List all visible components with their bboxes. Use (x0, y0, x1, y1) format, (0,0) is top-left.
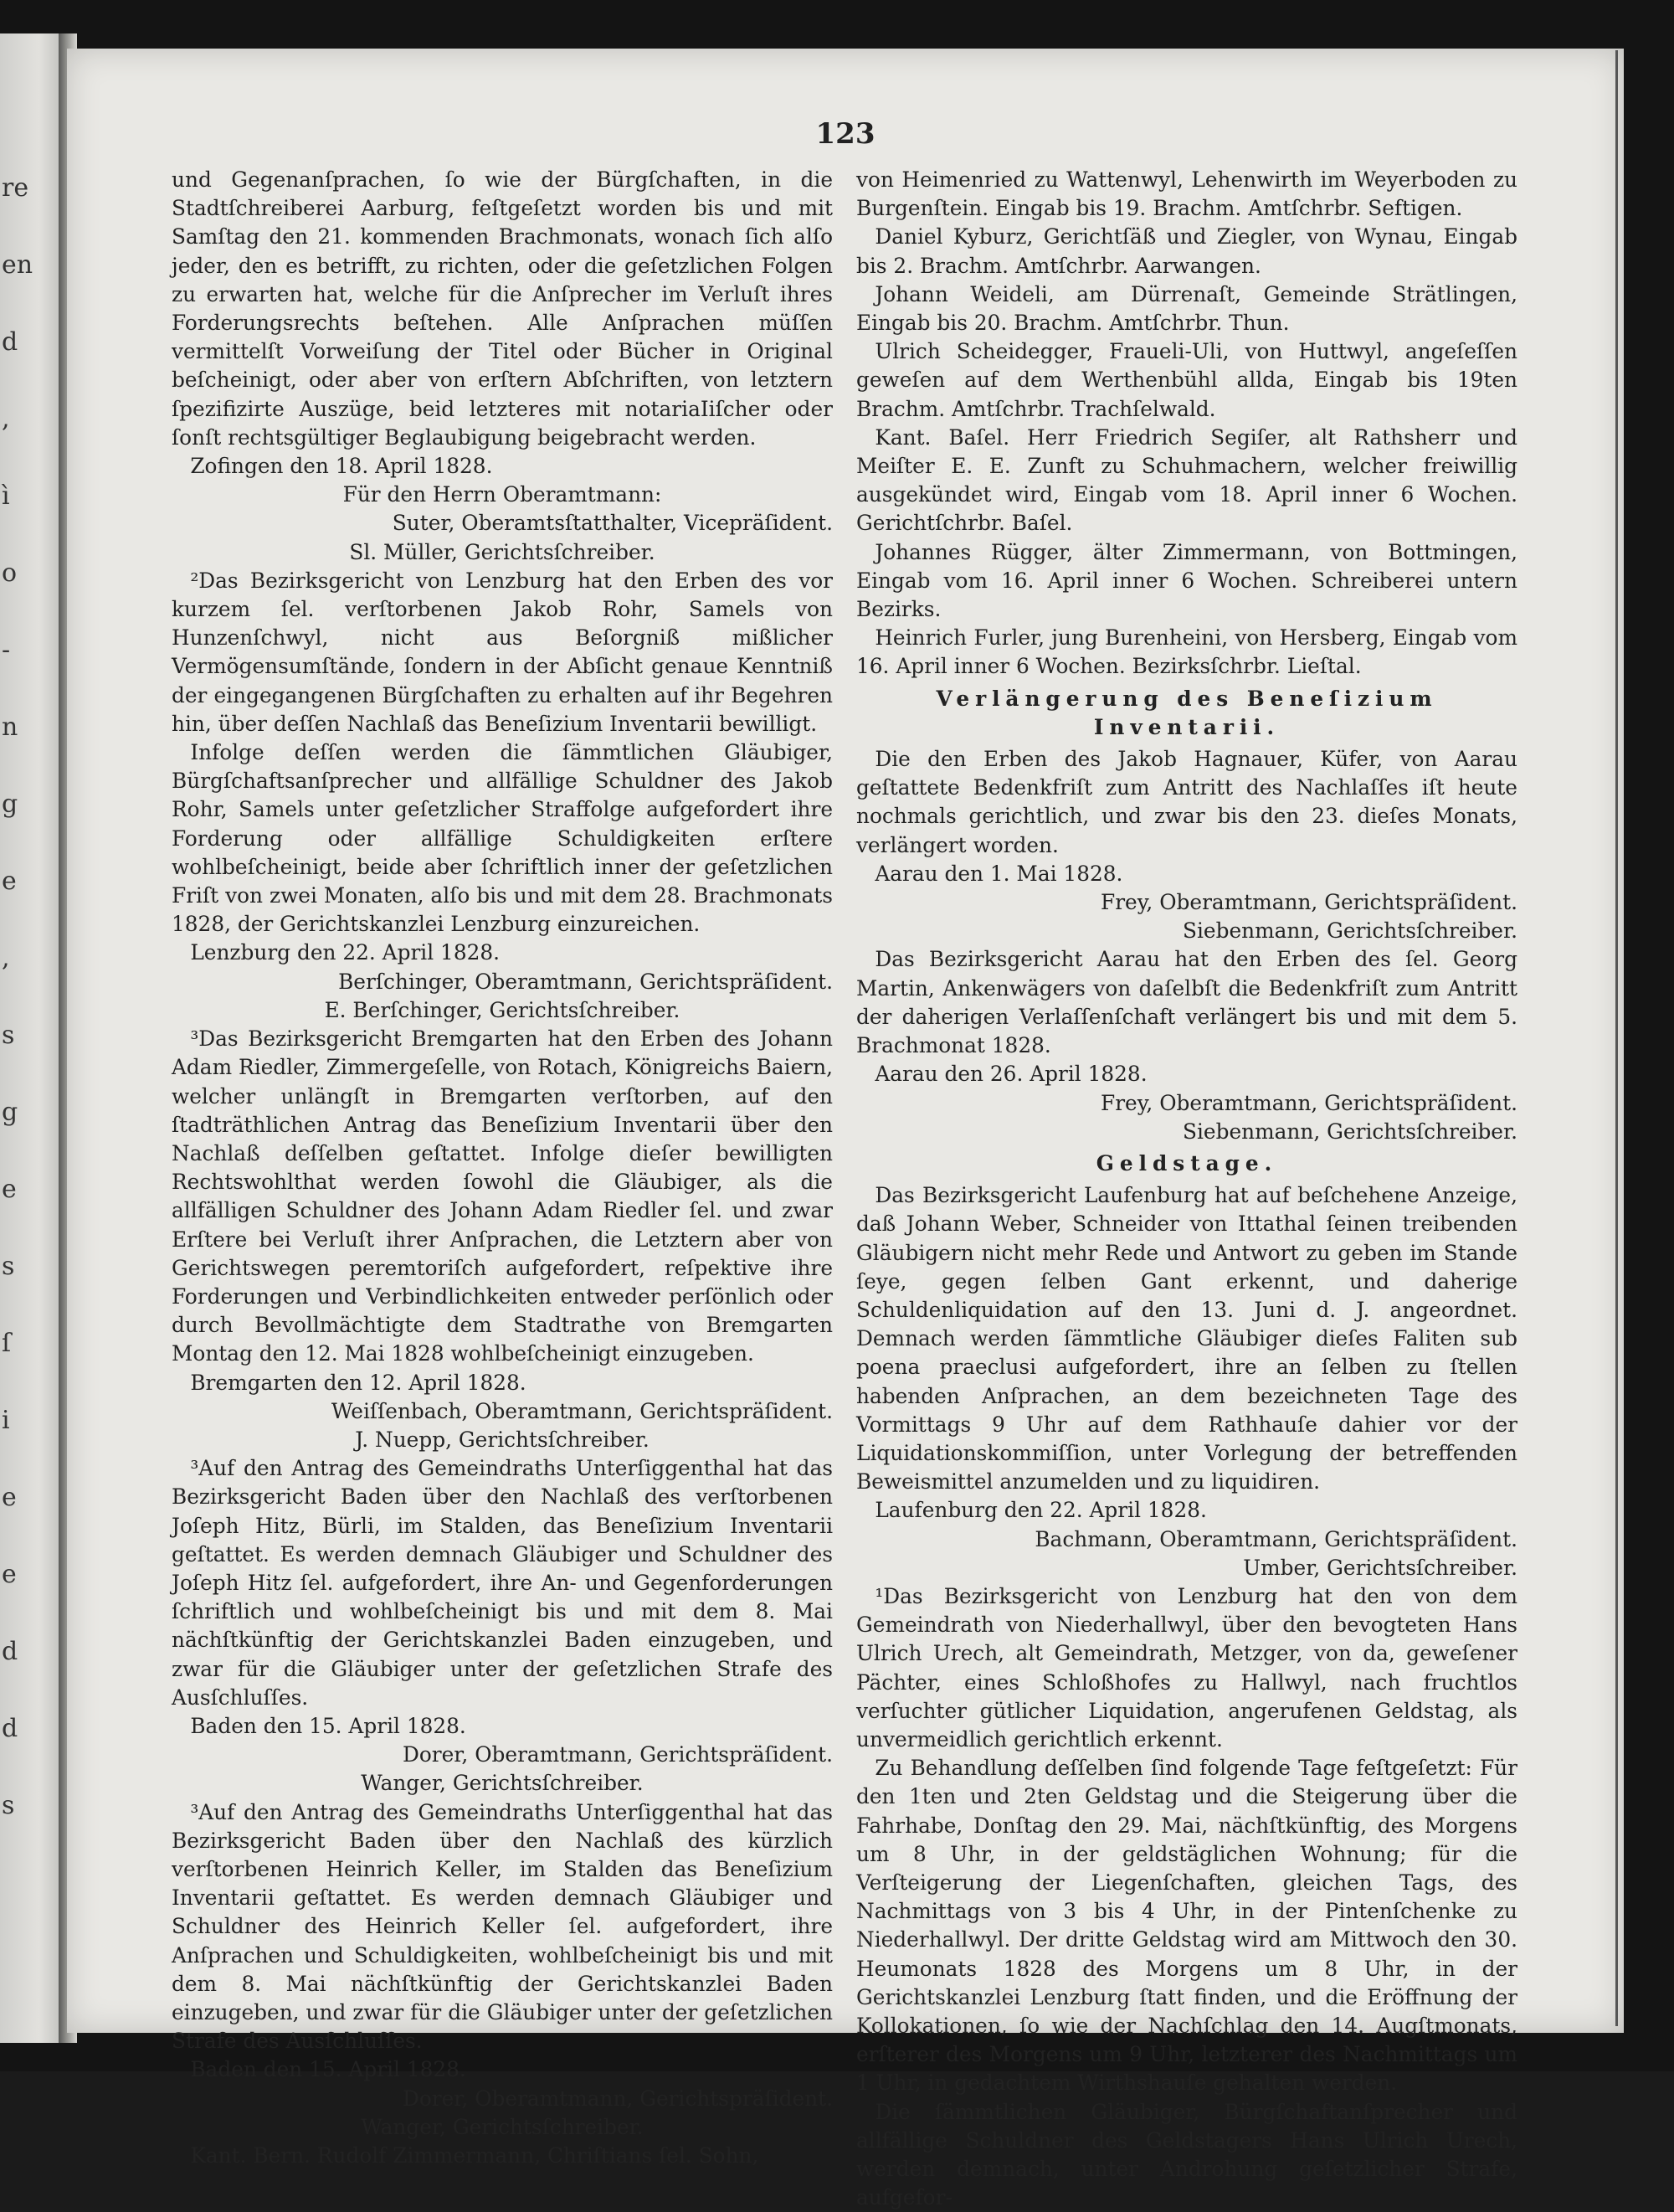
paragraph: Wanger, Gerichtsſchreiber. (361, 2114, 644, 2139)
previous-page-edge (0, 33, 65, 2043)
paragraph: Johannes Rügger, älter Zimmermann, von Bottmingen, Eingab vom 16. April inner 6 Wochen. Schreiberei untern Bezirks. (856, 539, 1517, 622)
edge-fragment: g (2, 790, 18, 819)
left-column (172, 166, 833, 2170)
paragraph: Bachmann, Oberamtmann, Gerichtspräſident. (1035, 1526, 1517, 1551)
paragraph: Berſchinger, Oberamtmann, Gerichtspräſident. (338, 969, 833, 994)
paragraph: Johann Weideli, am Dürrenaſt, Gemeinde Strätlingen, Eingab bis 20. Brachm. Amtſchrbr. Thun. (856, 281, 1517, 336)
edge-fragment: o (2, 558, 18, 588)
edge-fragment: s (2, 1252, 15, 1281)
paragraph: Daniel Kyburz, Gerichtſäß und Ziegler, von Wynau, Eingab bis 2. Brachm. Amtſchrbr. Aarwangen. (856, 224, 1517, 278)
paragraph: E. Berſchinger, Gerichtsſchreiber. (324, 997, 680, 1022)
paragraph: Ulrich Scheidegger, Fraueli-Uli, von Huttwyl, angeſeſſen geweſen auf dem Werthenbühl allda, Eingab bis 19ten Brachm. Amtſchrbr. Trachſelwald. (856, 339, 1517, 421)
paragraph: Laufenburg den 22. April 1828. (875, 1498, 1207, 1523)
paragraph: Infolge deſſen werden die ſämmtlichen Gläubiger, Bürgſchaftsanſprecher und allfällige Schuldner des Jakob Rohr, Samels unter geſetzlicher Straffolge aufgefordert ihre Forderung oder allfällige Schuldigkeiten erſtere wohlbeſcheinigt, beide aber ſchriftlich inner der geſetzlichen Friſt von zwei Monaten, alſo bis und mit dem 28. Brachmonats 1828, der Gerichtskanzlei Lenzburg einzureichen. (172, 740, 833, 937)
edge-fragment: en (2, 250, 33, 280)
paragraph: Siebenmann, Gerichtsſchreiber. (1183, 1119, 1517, 1144)
paragraph: Bremgarten den 12. April 1828. (190, 1370, 526, 1395)
page-number: 123 (815, 117, 876, 151)
paragraph: Kant. Bern. Rudolf Zimmermann, Chriſtians ſel. Sohn, (190, 2143, 759, 2168)
paragraph: Das Bezirksgericht Aarau hat den Erben des ſel. Georg Martin, Ankenwägers von daſelbſt die Bedenkfriſt zum Antritt der daherigen Verlaſſenſchaft verlängert bis und mit dem 5. Brachmonat 1828. (856, 947, 1517, 1058)
paragraph: Umber, Gerichtsſchreiber. (1243, 1555, 1517, 1580)
paragraph: Frey, Oberamtmann, Gerichtspräſident. (1100, 1090, 1517, 1115)
edge-fragment: , (2, 404, 10, 434)
newspaper-page (67, 49, 1624, 2210)
paragraph: Lenzburg den 22. April 1828. (190, 940, 501, 965)
edge-fragment: re (2, 173, 29, 203)
paragraph: Suter, Oberamtsſtatthalter, Vicepräſident. (392, 511, 833, 536)
paragraph: Dorer, Oberamtmann, Gerichtspräſident. (402, 2086, 833, 2111)
paragraph: Das Bezirksgericht Laufenburg hat auf beſchehene Anzeige, daß Johann Weber, Schneider von Ittathal ſeinen treibenden Gläubigern nicht mehr Rede und Antwort zu geben im Stande ſeye, gegen ſelben Gant erkennt, und daherige Schuldenliquidation auf den 13. Juni d. J. angeordnet. Demnach werden ſämmtliche Gläubiger dieſes Faliten sub poena praeclusi aufgefordert, ihre an ſelben zu ſtellen habenden Anſprachen, an dem bezeichneten Tage des Vormittags 9 Uhr auf dem Rathhauſe dahier vor der Liquidationskommiſſion, unter Vorlegung der betreffenden Beweismittel anzumelden und zu liquidiren. (856, 1183, 1517, 1494)
paragraph: Heinrich Furler, jung Burenheini, von Hersberg, Eingab vom 16. April inner 6 Wochen. Bezirksſchrbr. Lieſtal. (856, 625, 1517, 679)
right-column (856, 166, 1517, 2212)
edge-fragment: d (2, 327, 18, 357)
paragraph: Baden den 15. April 1828. (190, 1713, 466, 1738)
edge-fragment: ſ (2, 1329, 12, 1358)
edge-fragment: g (2, 1098, 18, 1127)
paragraph: Wanger, Gerichtsſchreiber. (361, 1771, 644, 1796)
edge-fragment: n (2, 712, 18, 742)
paragraph: Frey, Oberamtmann, Gerichtspräſident. (1100, 890, 1517, 915)
paragraph: Für den Herrn Oberamtmann: (342, 482, 662, 507)
paragraph: ²Das Bezirksgericht von Lenzburg hat den Erben des vor kurzem ſel. verſtorbenen Jakob Rohr, Samels von Hunzenſchwyl, nicht aus Beſorgniß mißlicher Vermögensumſtände, ſondern in der Abſicht genaue Kenntniß der eingegangenen Bürgſchaften zu erhalten auf ihr Begehren hin, über deſſen Nachlaß das Beneſizium Inventarii bewilligt. (172, 568, 833, 736)
paragraph: ¹Das Bezirksgericht von Lenzburg hat den von dem Gemeindrath von Niederhallwyl, über den bevogteten Hans Ulrich Urech, alt Gemeindrath, Metzger, von da, geweſener Pächter, eines Schloßhofes zu Hallwyl, nach fruchtlos verſuchter gütlicher Liquidation, angerufenen Geldstag, als unvermeidlich gerichtlich erkennt. (856, 1583, 1517, 1752)
edge-fragment: , (2, 944, 10, 973)
paragraph: Die ſämmtlichen Gläubiger, Bürgſchaftanſprecher und allfällige Schuldner des Geldstagers Hans Ulrich Urech, werden demnach, unter Androhung geſetzlicher Strafe, aufgefor- (856, 2099, 1517, 2210)
paragraph: Zofingen den 18. April 1828. (190, 454, 493, 479)
paragraph: Baden den 15. April 1828. (190, 2057, 466, 2082)
paragraph: Siebenmann, Gerichtsſchreiber. (1183, 918, 1517, 944)
paragraph: und Gegenanſprachen, ſo wie der Bürgſchaften, in die Stadtſchreiberei Aarburg, feſtgeſetzt worden bis und mit Samſtag den 21. kommenden Brachmonats, wonach ſich alſo jeder, den es betrifft, zu richten, oder die geſetzlichen Folgen zu erwarten hat, welche für die Anſprecher im Verluſt ihres Forderungsrechts beſtehen. Alle Anſprachen müſſen vermittelſt Vorweiſung der Titel oder Bücher in Original beſcheinigt, oder aber von erſtern Abſchriften, von letztern ſpezifizirte Auszüge, beid letzteres mit notariaIiſcher oder ſonſt rechtsgültiger Beglaubigung beigebracht werden. (172, 167, 833, 450)
edge-fragment: s (2, 1021, 15, 1050)
edge-fragment: e (2, 867, 17, 896)
paragraph: Zu Behandlung deſſelben ſind folgende Tage feſtgeſetzt: Für den 1ten und 2ten Geldstag und die Steigerung über die Fahrhabe, Donſtag den 29. Mai, nächſtkünftig, des Morgens um 8 Uhr, in der geldstäglichen Wohnung; für die Verſteigerung der Liegenſchaften, gleichen Tags, des Nachmittags von 3 bis 4 Uhr, in der Pintenſchenke zu Niederhallwyl. Der dritte Geldstag wird am Mittwoch den 30. Heumonats 1828 des Morgens um 8 Uhr, in der Gerichtskanzlei Lenzburg ſtatt finden, und die Eröffnung der Kollokationen, ſo wie der Nachſchlag den 14. Augſtmonats, erſterer des Morgens um 9 Uhr, letzterer des Nachmittags um 1 Uhr, in gedachtem Wirthshauſe gehalten werden. (856, 1756, 1517, 2096)
paragraph: Sl. Müller, Gerichtsſchreiber. (349, 539, 655, 564)
paragraph: von Heimenried zu Wattenwyl, Lehenwirth im Weyerboden zu Burgenſtein. Eingab bis 19. Brachm. Amtſchrbr. Seftigen. (856, 167, 1517, 221)
edge-fragment: ì (2, 481, 10, 511)
section-heading: Verlängerung des Beneſizium Inventarii. (936, 686, 1438, 739)
edge-fragment: e (2, 1175, 17, 1204)
paragraph: Aarau den 1. Mai 1828. (875, 861, 1123, 886)
paragraph: ³Auf den Antrag des Gemeindraths Unterſiggenthal hat das Bezirksgericht Baden über den Nachlaß des kürzlich verſtorbenen Heinrich Keller, im Stalden das Beneſizium Inventarii geſtattet. Es werden demnach Gläubiger und Schuldner des Heinrich Keller ſel. aufgefordert, ihre Anſprachen und Schuldigkeiten, wohlbeſcheinigt bis und mit dem 8. Mai nächſtkünftig der Gerichtskanzlei Baden einzugeben, und zwar für die Gläubiger unter der geſetzlichen Strafe des Ausſchluſſes. (172, 1799, 833, 2054)
paragraph: Aarau den 26. April 1828. (875, 1062, 1148, 1087)
edge-fragment: d (2, 1714, 18, 1743)
edge-fragment: e (2, 1560, 17, 1589)
paragraph: Kant. Baſel. Herr Friedrich Segiſer, alt Rathsherr und Meiſter E. E. Zunft zu Schuhmachern, welcher freiwillig ausgekündet wird, Eingab vom 18. April inner 6 Wochen. Gerichtſchrbr. Baſel. (856, 424, 1517, 536)
edge-fragment: i (2, 1406, 10, 1435)
paragraph: J. Nuepp, Gerichtsſchreiber. (355, 1427, 650, 1452)
paragraph: ³Auf den Antrag des Gemeindraths Unterſiggenthal hat das Bezirksgericht Baden über den Nachlaß des verſtorbenen Joſeph Hitz, Bürli, im Stalden, das Beneſizium Inventarii geſtattet. Es werden demnach Gläubiger und Schuldner des Joſeph Hitz ſel. aufgefordert, ihre An- und Gegenforderungen ſchriftlich und wohlbeſcheinigt bis und mit dem 8. Mai nächſtkünftig der Gerichtskanzlei Baden einzugeben, und zwar für die Gläubiger unter der geſetzlichen Strafe des Ausſchluſſes. (172, 1456, 833, 1710)
edge-fragment: s (2, 1791, 15, 1820)
paragraph: Dorer, Oberamtmann, Gerichtspräſident. (402, 1742, 833, 1767)
paragraph: Weiſſenbach, Oberamtmann, Gerichtspräſident. (331, 1398, 833, 1423)
paragraph: Die den Erben des Jakob Hagnauer, Küfer, von Aarau geſtattete Bedenkfriſt zum Antritt des Nachlaſſes iſt heute nochmals gerichtlich, und zwar bis den 23. dieſes Monats, verlängert worden. (856, 747, 1517, 857)
edge-fragment: d (2, 1637, 18, 1666)
section-heading: Geldstage. (1096, 1150, 1278, 1175)
edge-fragment: e (2, 1483, 17, 1512)
edge-fragment: - (2, 635, 11, 665)
paragraph: ³Das Bezirksgericht Bremgarten hat den Erben des Johann Adam Riedler, Zimmergeſelle, von Rotach, Königreichs Baiern, welcher unlängſt in Bremgarten verſtorben, auf den ſtadträthlichen Antrag das Beneſizium Inventarii über den Nachlaß deſſelben geſtattet. Infolge dieſer bewilligten Rechtswohlthat werden ſowohl die Gläubiger, als die allfälligen Schuldner des Johann Adam Riedler ſel. und zwar Erſtere bei Verluſt ihrer Anſprachen, die Letztern aber von Gerichtswegen peremtoriſch aufgefordert, reſpektive ihre Forderungen und Verbindlichkeiten entweder perſönlich oder durch Bevollmächtigte dem Stadtrathe von Bremgarten Montag den 12. Mai 1828 wohlbeſcheinigt einzugeben. (172, 1026, 833, 1366)
page-edge-line (1615, 50, 1618, 2026)
